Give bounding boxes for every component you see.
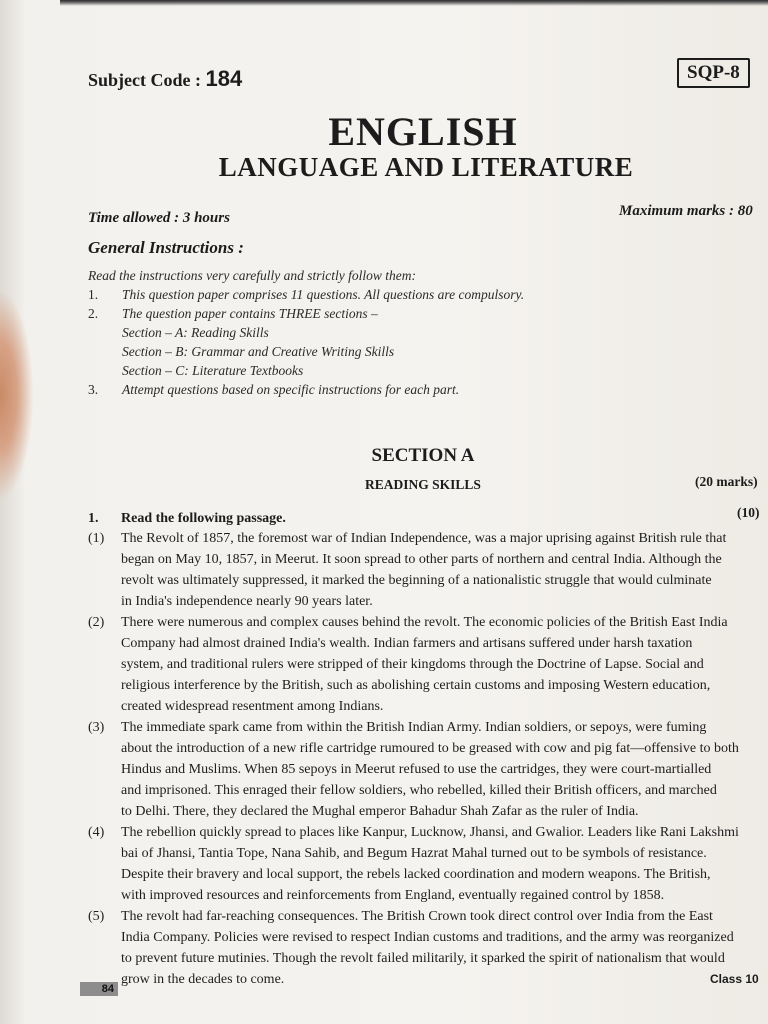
instructions-heading: General Instructions : xyxy=(88,238,244,257)
passage-line: The Revolt of 1857, the foremost war of Indian Independence, was a major uprising against British rule that xyxy=(121,531,727,546)
passage-line: bai of Jhansi, Tantia Tope, Nana Sahib, and Begum Hazrat Mahal turned out to be symbols of resistance. xyxy=(121,846,707,861)
passage-line: religious interference by the British, such as abolishing certain customs and imposing Western education, xyxy=(121,678,711,693)
maximum-marks: Maximum marks : 80 xyxy=(619,203,753,219)
instruction-item xyxy=(88,306,378,322)
section-marks: (20 marks) xyxy=(695,474,758,489)
page-top-shadow xyxy=(60,0,768,6)
passage-line: grow in the decades to come. xyxy=(121,972,285,987)
instruction-item xyxy=(88,287,524,303)
finger-at-edge xyxy=(0,290,34,500)
passage-line: Despite their bravery and local support, the rebels lacked coordination and modern weapons. The British, xyxy=(121,867,711,882)
instruction-item xyxy=(88,325,269,341)
passage-line: to Delhi. There, they declared the Mughal emperor Bahadur Shah Zafar as the ruler of India. xyxy=(121,804,639,819)
instruction-number: 3. xyxy=(88,382,99,397)
instruction-item xyxy=(88,344,394,360)
instruction-text: Section – C: Literature Textbooks xyxy=(122,363,304,378)
passage-line: to prevent future mutinies. Though the revolt failed militarily, it sparked the spirit of nationalism that would xyxy=(121,951,725,966)
paragraph-number: (1) xyxy=(88,531,105,546)
passage-line: Company had almost drained India's wealth. Indian farmers and artisans suffered under harsh taxation xyxy=(121,636,693,651)
page-number: 84 xyxy=(80,982,118,996)
instruction-number: 2. xyxy=(88,306,99,321)
passage-line: revolt was ultimately suppressed, it marked the beginning of a nationalistic struggle that would culminate xyxy=(121,573,712,588)
subject-code-number: 184 xyxy=(205,66,243,91)
time-allowed: Time allowed : 3 hours xyxy=(88,210,230,226)
instruction-number: 1. xyxy=(88,287,99,302)
instruction-item xyxy=(88,382,459,398)
subject-code xyxy=(88,66,242,92)
passage-line: The rebellion quickly spread to places like Kanpur, Lucknow, Jhansi, and Gwalior. Leaders like Rani Lakshmi xyxy=(121,825,739,840)
instruction-text: Attempt questions based on specific instructions for each part. xyxy=(122,382,460,397)
passage-line: There were numerous and complex causes behind the revolt. The economic policies of the British East India xyxy=(121,615,728,630)
passage-line: system, and traditional rulers were stripped of their kingdoms through the Doctrine of Lapse. Social and xyxy=(121,657,704,672)
instruction-text: Section – B: Grammar and Creative Writing Skills xyxy=(122,344,395,359)
paragraph-number: (4) xyxy=(88,825,105,840)
passage-line: India Company. Policies were revised to respect Indian customs and traditions, and the army was reorganized xyxy=(121,930,734,945)
passage-line: in India's independence nearly 90 years later. xyxy=(121,594,373,609)
question-marks: (10) xyxy=(737,505,760,520)
instruction-text: This question paper comprises 11 questions. All questions are compulsory. xyxy=(122,287,525,302)
instruction-text: The question paper contains THREE sections – xyxy=(122,306,378,321)
subject-code-label: Subject Code : xyxy=(88,70,201,90)
section-subheading: READING SKILLS xyxy=(365,477,481,492)
paragraph-number: (5) xyxy=(88,909,105,924)
section-heading: SECTION A xyxy=(371,445,475,466)
passage-line: and imprisoned. This enraged their fellow soldiers, who rebelled, killed their British officers, and marched xyxy=(121,783,717,798)
instruction-item xyxy=(88,363,303,379)
page-subtitle: LANGUAGE AND LITERATURE xyxy=(218,152,634,182)
passage-line: Hindus and Muslims. When 85 sepoys in Meerut refused to use the cartridges, they were court-martialled xyxy=(121,762,712,777)
instructions-intro: Read the instructions very carefully and strictly follow them: xyxy=(88,268,416,283)
passage-line: The immediate spark came from within the British Indian Army. Indian soldiers, or sepoys, were fuming xyxy=(121,720,707,735)
passage-line: The revolt had far-reaching consequences. The British Crown took direct control over India from the East xyxy=(121,909,713,924)
passage-line: with improved resources and reinforcements from England, eventually regained control by 1858. xyxy=(121,888,665,903)
question-prompt xyxy=(88,511,286,527)
paper-code-box: SQP-8 xyxy=(677,58,750,88)
passage-line: began on May 10, 1857, in Meerut. It soon spread to other parts of northern and central India. Although the xyxy=(121,552,722,567)
instruction-text: Section – A: Reading Skills xyxy=(122,325,269,340)
question-text: Read the following passage. xyxy=(121,511,286,526)
paragraph-number: (2) xyxy=(88,615,105,630)
class-label: Class 10 xyxy=(710,972,759,986)
passage-line: created widespread resentment among Indians. xyxy=(121,699,384,714)
question-number: 1. xyxy=(88,511,99,526)
page-title: ENGLISH xyxy=(328,109,518,154)
passage-line: about the introduction of a new rifle cartridge rumoured to be greased with cow and pig fat—offensive to both xyxy=(121,741,739,756)
paragraph-number: (3) xyxy=(88,720,105,735)
